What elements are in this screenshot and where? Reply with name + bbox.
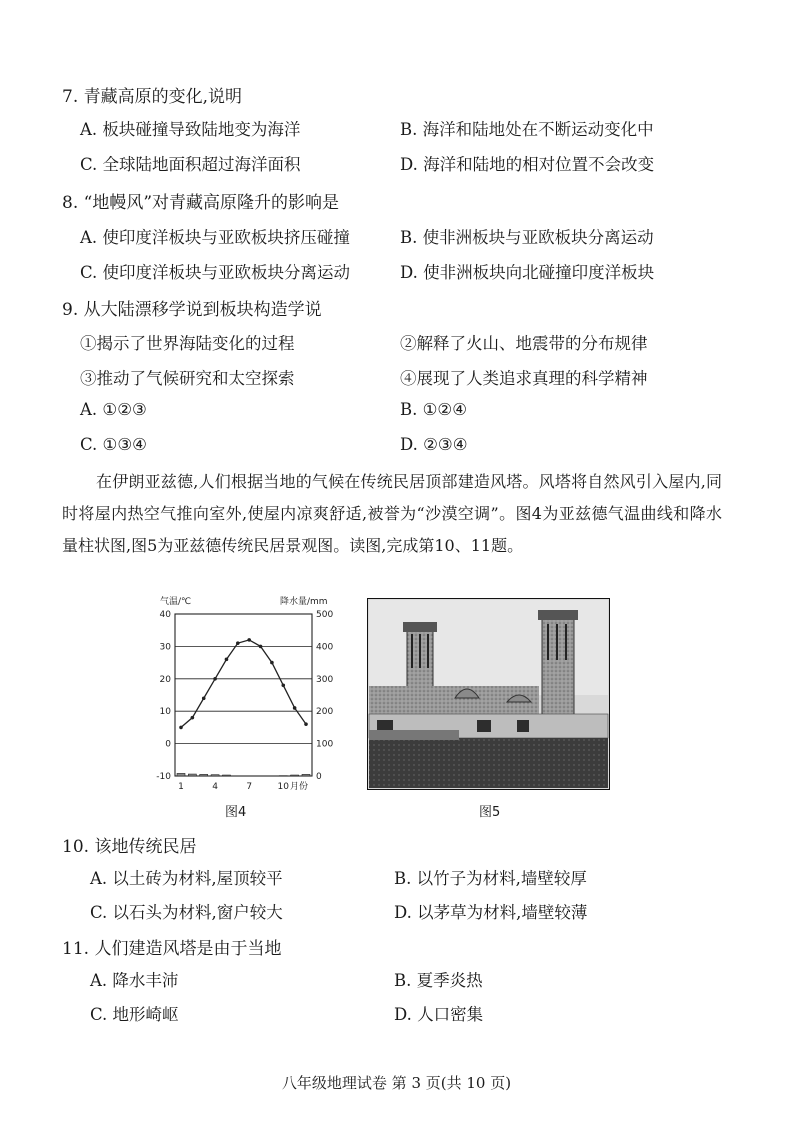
x-tick-label: 7	[246, 782, 253, 792]
q9-statement-1: ①揭示了世界海陆变化的过程	[80, 334, 295, 353]
right-tick-labels	[316, 610, 333, 782]
left-axis-label: 气温/℃	[160, 597, 192, 607]
q11-option-a: A. 降水丰沛	[90, 971, 179, 990]
y-tick-label: 20	[159, 674, 171, 685]
q8-option-d: D. 使非洲板块向北碰撞印度洋板块	[400, 263, 655, 282]
y-tick-label: 10	[159, 707, 171, 718]
y2-tick-label: 400	[316, 642, 334, 653]
q9-statement-3: ③推动了气候研究和太空探索	[80, 369, 295, 388]
temp-point	[213, 677, 217, 681]
left-tick-labels	[156, 610, 171, 782]
plot-frame	[175, 614, 312, 776]
q10-option-a: A. 以土砖为材料,屋顶较平	[90, 869, 283, 888]
x-unit-label: 月份	[290, 782, 309, 792]
precip-bar	[291, 775, 299, 776]
q9-statement-4: ④展现了人类追求真理的科学精神	[400, 369, 648, 388]
precip-bar	[177, 773, 185, 776]
precip-bar	[200, 774, 208, 776]
temp-point	[202, 696, 206, 700]
temp-point	[293, 706, 297, 710]
q7-option-b: B. 海洋和陆地处在不断运动变化中	[400, 120, 654, 139]
q8-option-a: A. 使印度洋板块与亚欧板块挤压碰撞	[80, 228, 350, 247]
q9-option-d: D. ②③④	[400, 435, 468, 454]
question-7-stem: 7. 青藏高原的变化,说明	[62, 87, 243, 107]
q8-option-b: B. 使非洲板块与亚欧板块分离运动	[400, 228, 654, 247]
q9-statement-2: ②解释了火山、地震带的分布规律	[400, 334, 648, 353]
y-tick-label: -10	[156, 772, 171, 782]
grid-layer	[175, 646, 312, 743]
temp-point	[225, 658, 229, 662]
q9-option-b: B. ①②④	[400, 400, 467, 419]
q10-option-b: B. 以竹子为材料,墙壁较厚	[394, 869, 587, 888]
question-9-stem: 9. 从大陆漂移学说到板块构造学说	[62, 300, 322, 320]
q11-option-d: D. 人口密集	[394, 1005, 484, 1024]
y2-tick-label: 300	[316, 674, 334, 685]
left-wind-tower	[403, 622, 437, 688]
temperature-line	[181, 640, 306, 727]
precip-bar	[302, 774, 310, 776]
question-8-stem: 8. “地幔风”对青藏高原隆升的影响是	[62, 193, 340, 213]
temperature-points	[179, 638, 308, 729]
right-wind-tower	[538, 610, 578, 716]
x-tick-label: 10	[277, 782, 289, 792]
reading-passage	[62, 466, 722, 562]
figure-5-caption: 图5	[479, 805, 501, 820]
wind-tower-photo	[367, 598, 610, 790]
x-tick-label: 1	[178, 782, 184, 792]
temp-point	[179, 726, 183, 730]
question-10-stem: 10. 该地传统民居	[62, 837, 197, 857]
q11-option-b: B. 夏季炎热	[394, 971, 483, 990]
y2-tick-label: 0	[316, 772, 322, 782]
y-tick-label: 40	[159, 610, 171, 620]
page-footer: 八年级地理试卷 第 3 页(共 10 页)	[281, 1074, 512, 1092]
q10-option-c: C. 以石头为材料,窗户较大	[90, 903, 283, 922]
y2-tick-label: 100	[316, 739, 334, 750]
q7-option-c: C. 全球陆地面积超过海洋面积	[80, 155, 301, 174]
temp-point	[281, 683, 285, 687]
temp-point	[236, 641, 240, 645]
q7-option-d: D. 海洋和陆地的相对位置不会改变	[400, 155, 655, 174]
question-11-stem: 11. 人们建造风塔是由于当地	[62, 939, 282, 959]
q9-option-c: C. ①③④	[80, 435, 147, 454]
q8-option-c: C. 使印度洋板块与亚欧板块分离运动	[80, 263, 351, 282]
temp-point	[191, 716, 195, 720]
figure-4-caption: 图4	[225, 805, 247, 820]
precip-bar	[211, 775, 219, 776]
right-axis-label: 降水量/mm	[280, 597, 328, 607]
q10-option-d: D. 以茅草为材料,墙壁较薄	[394, 903, 588, 922]
q11-option-c: C. 地形崎岖	[90, 1005, 179, 1024]
y2-tick-label: 200	[316, 707, 334, 718]
passage-text: 在伊朗亚兹德,人们根据当地的气候在传统民居顶部建造风塔。风塔将自然风引入屋内,同时将屋内热空气推向室外,使屋内凉爽舒适,被誉为“沙漠空调”。图4为亚兹德气温曲线和降水量柱状图,图5为亚兹德传统民居景观图。读图,完成第10、11题。	[62, 472, 722, 555]
q9-option-a: A. ①②③	[80, 400, 147, 419]
x-tick-labels	[178, 782, 289, 792]
q7-option-a: A. 板块碰撞导致陆地变为海洋	[80, 120, 301, 139]
precip-bar	[222, 775, 230, 776]
y-tick-label: 30	[159, 642, 171, 653]
temp-point	[304, 722, 308, 726]
temp-point	[247, 638, 251, 642]
x-tick-label: 4	[212, 782, 218, 792]
y2-tick-label: 500	[316, 610, 334, 620]
precip-bar	[188, 774, 196, 776]
temp-point	[270, 661, 274, 665]
y-tick-label: 0	[165, 739, 171, 750]
climate-chart	[140, 592, 345, 802]
temp-point	[259, 645, 263, 649]
